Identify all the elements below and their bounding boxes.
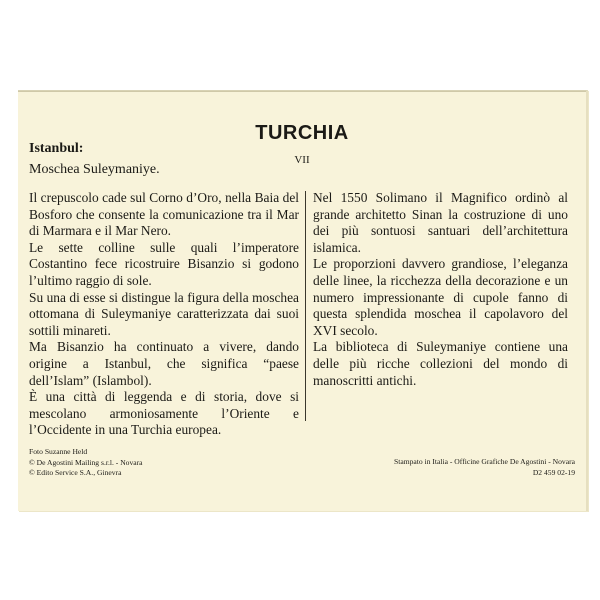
copyright-line: © Edito Service S.A., Ginevra [29, 468, 122, 477]
right-paragraph: Le proporzioni davvero grandiose, l’eleganza delle linee, la ricchezza della decorazione e un numero impressionante di cupole fanno di questa splendida moschea il capolavoro del XVI secolo. [313, 256, 568, 338]
credits-left [29, 447, 143, 479]
right-column [313, 190, 568, 389]
card-number: VII [294, 154, 310, 166]
left-paragraph: Ma Bisanzio ha continuato a vivere, dando origine a Istanbul, che significa “paese dell’Islam” (Islambol). [29, 339, 299, 388]
card-code: D2 459 02-19 [532, 467, 575, 477]
credits-right [394, 457, 575, 478]
right-paragraph: Nel 1550 Solimano il Magnifico ordinò al grande architetto Sinan la costruzione di uno dei più sontuosi santuari dell’architettura islamica. [313, 190, 568, 255]
place-name: Moschea Suleymaniye. [29, 162, 160, 177]
left-column [29, 190, 299, 439]
copyright-line: © De Agostini Mailing s.r.l. - Novara [29, 457, 143, 467]
city-heading: Istanbul: [29, 141, 84, 156]
left-paragraph: È una città di leggenda e di storia, dove si mescolano armoniosamente l’Oriente e l’Occidente in una Turchia europea. [29, 389, 299, 438]
left-paragraph: Su una di esse si distingue la figura della moschea ottomana di Suleymaniye caratterizzata dai suoi sottili minareti. [29, 289, 299, 338]
card-top-edge [18, 91, 586, 92]
left-paragraph: Il crepuscolo cade sul Corno d’Oro, nella Baia del Bosforo che consente la comunicazione tra il Mar di Marmara e il Mar Nero. [29, 190, 299, 239]
printer-credit: Stampato in Italia - Officine Grafiche De Agostini - Novara [394, 457, 575, 466]
left-paragraph: Le sette colline sulle quali l’imperatore Costantino fece ricostruire Bisanzio si godono l’ultimo raggio di sole. [29, 239, 299, 288]
column-divider [305, 191, 306, 421]
info-card [18, 90, 588, 511]
right-paragraph: La biblioteca di Suleymaniye contiene una delle più ricche collezioni del mondo di manoscritti antichi. [313, 339, 568, 388]
card-title: TURCHIA [255, 122, 349, 144]
photo-credit: Foto Suzanne Held [29, 447, 88, 456]
